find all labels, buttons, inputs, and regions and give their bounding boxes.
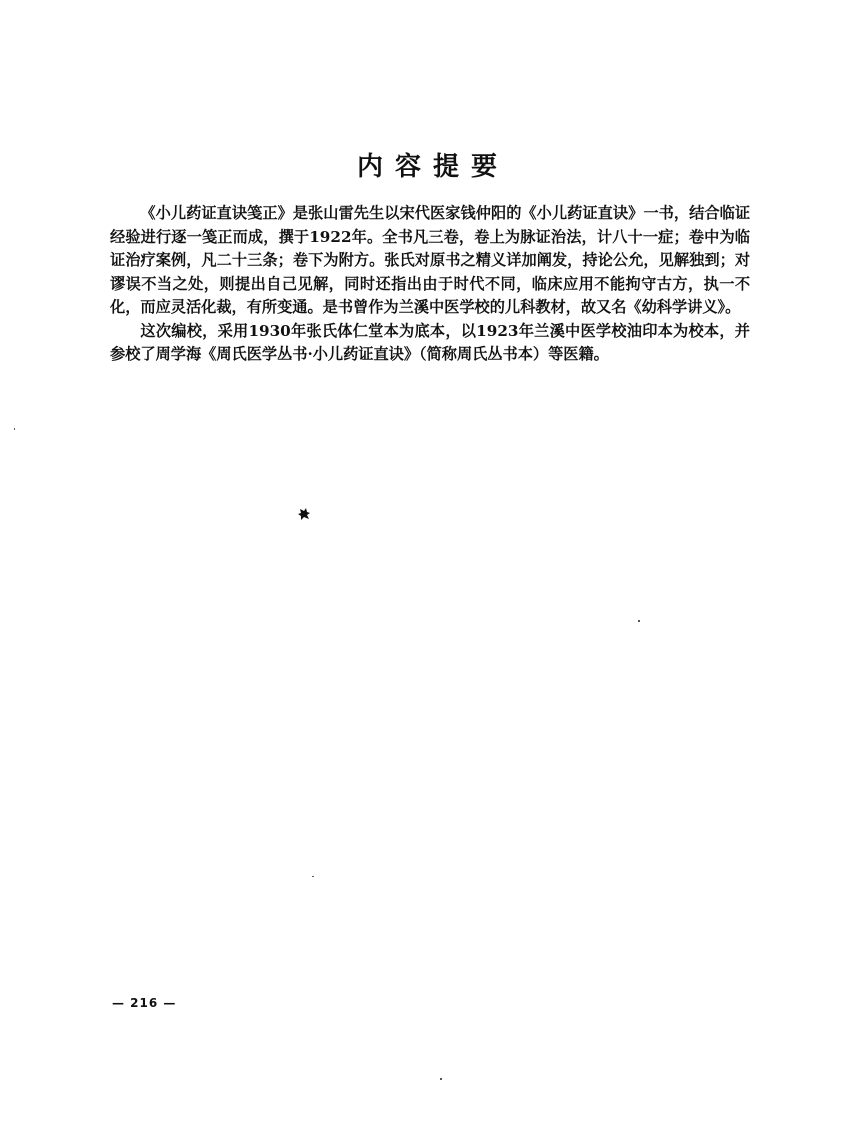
- page-number: — 216 —: [112, 996, 177, 1010]
- paragraph-editing-note: 这次编校，采用1930年张氏体仁堂本为底本，以1923年兰溪中医学校油印本为校本，并参校了周学海《周氏医学丛书·小儿药证直诀》（简称周氏丛书本）等医籍。: [110, 321, 750, 363]
- summary-body: [110, 202, 750, 367]
- scan-speck: [440, 1078, 442, 1080]
- ink-blot: [297, 507, 311, 521]
- scan-speck: [638, 620, 640, 622]
- page-title: 内容提要: [356, 152, 509, 182]
- paragraph-intro: 《小儿药证直诀笺正》是张山雷先生以宋代医家钱仲阳的《小儿药证直诀》一书，结合临证经验进行逐一笺正而成，撰于1922年。全书凡三卷，卷上为脉证治法，计八十一症；卷中为临证治疗案例，凡二十三条；卷下为附方。张氏对原书之精义详加阐发，持论公允，见解独到；对谬误不当之处，则提出自己见解，同时还指出由于时代不同，临床应用不能拘守古方，执一不化，而应灵活化裁，有所变通。是书曾作为兰溪中医学校的儿科教材，故又名《幼科学讲义》。: [110, 204, 750, 316]
- scan-speck: [312, 876, 314, 877]
- scan-speck: [14, 428, 15, 430]
